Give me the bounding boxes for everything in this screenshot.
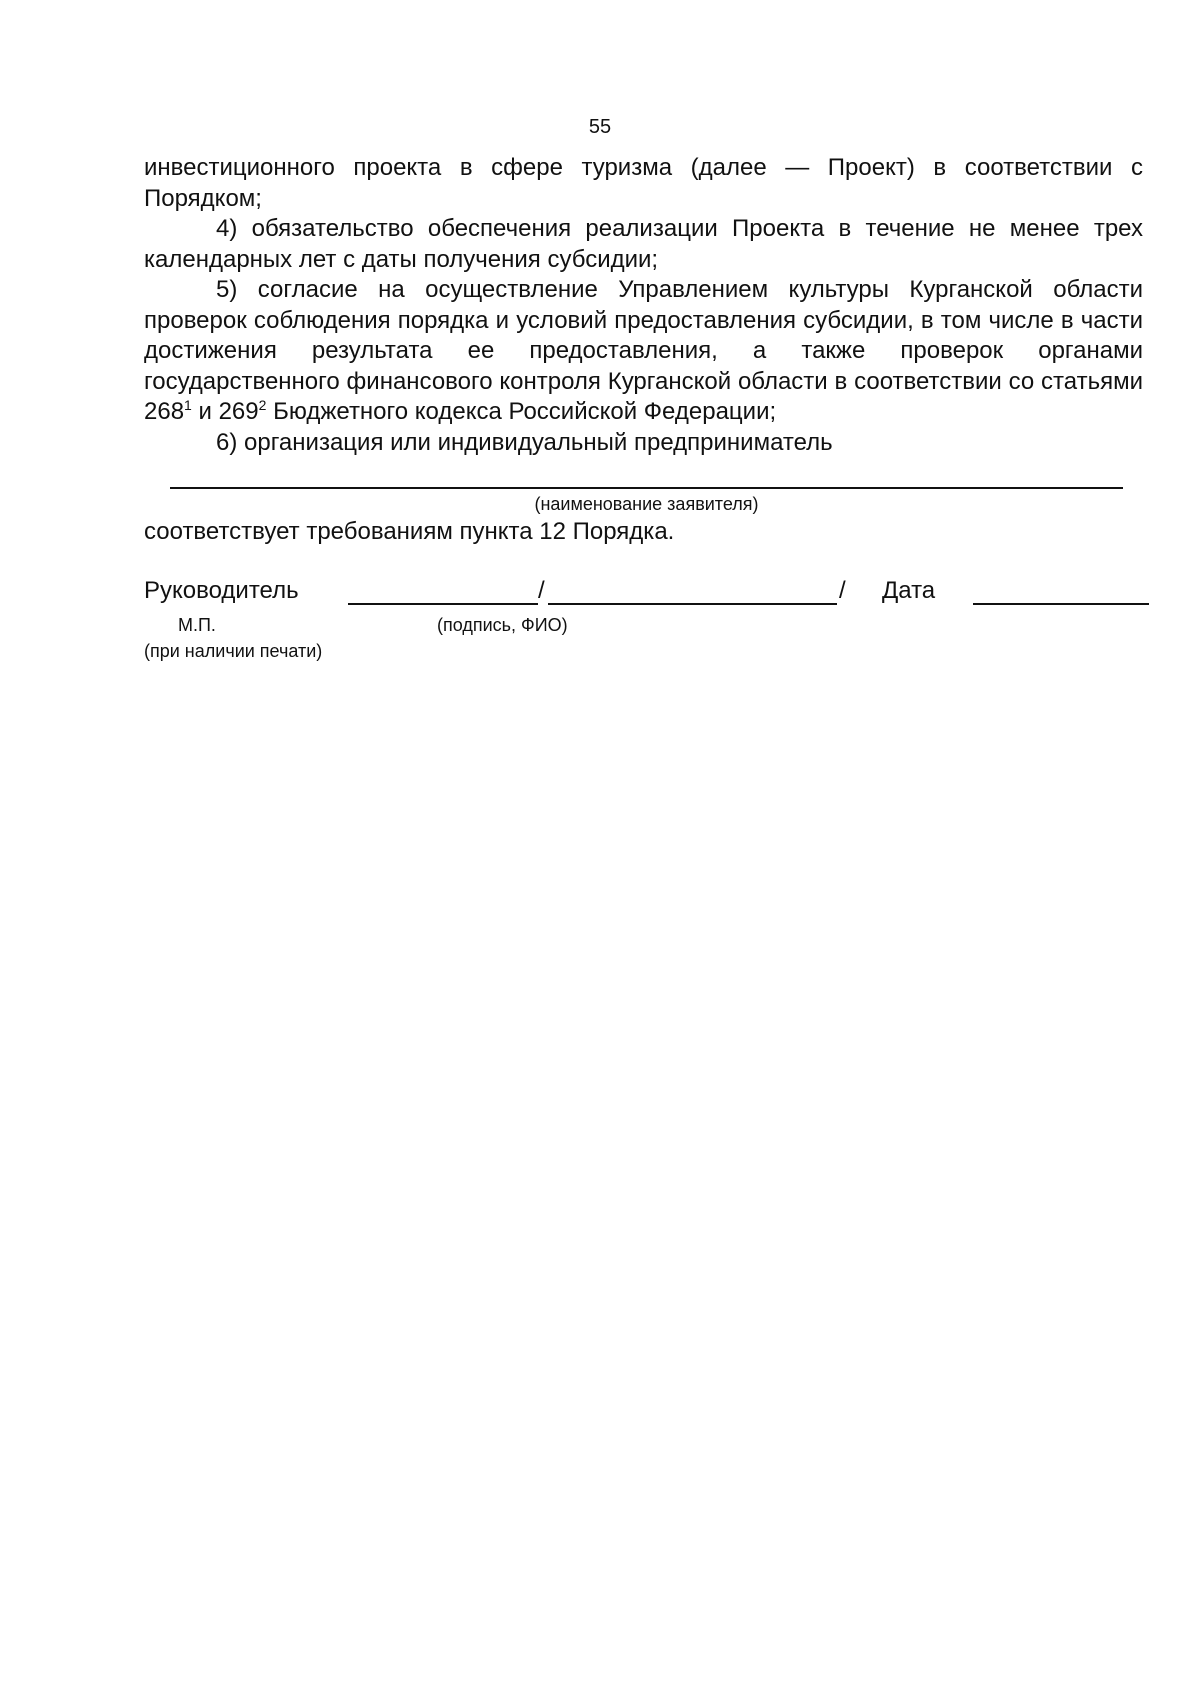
stamp-label: М.П. (178, 615, 216, 635)
head-label: Руководитель (144, 577, 299, 604)
page-number: 55 (588, 116, 612, 138)
paragraph-item-5-text-end: Бюджетного кодекса Российской Федерации; (266, 398, 777, 425)
signature-separator-right: / (839, 577, 846, 604)
paragraph-item-6: 6) организация или индивидуальный предприниматель (216, 428, 833, 456)
paragraph-project-continuation: инвестиционного проекта в сфере туризма (далее — Проект) в соответствии с Порядком; (144, 154, 1143, 212)
conclusion-text: соответствует требованиям пункта 12 Порядка. (144, 518, 675, 545)
signature-caption: (подпись, ФИО) (437, 615, 568, 635)
date-field[interactable] (973, 603, 1149, 605)
paragraph-item-4: 4) обязательство обеспечения реализации Проекта в течение не менее трех календарных лет с даты получения субсидии; (144, 215, 1143, 273)
signature-field[interactable] (348, 603, 538, 605)
paragraph-item-5-text: 5) согласие на осуществление Управлением культуры Курганской области проверок соблюдения порядка и условий предоставления субсидии, в том числе в части достижения результата ее предоставления, а также проверок органами государственного финансового контроля Курганской области в соответствии со статьями 268 (144, 276, 1143, 425)
applicant-name-caption: (наименование заявителя) (534, 494, 759, 514)
signature-separator-left: / (538, 577, 545, 604)
stamp-note: (при наличии печати) (144, 641, 323, 661)
article-superscript-2: 2 (258, 397, 267, 413)
full-name-field[interactable] (548, 603, 837, 605)
paragraph-item-5-text-middle: и 269 (191, 398, 259, 425)
document-body (144, 153, 1143, 458)
article-superscript-1: 1 (184, 397, 192, 413)
date-label: Дата (882, 577, 936, 604)
paragraph-item-5 (144, 275, 1143, 428)
applicant-name-field[interactable] (170, 487, 1123, 489)
